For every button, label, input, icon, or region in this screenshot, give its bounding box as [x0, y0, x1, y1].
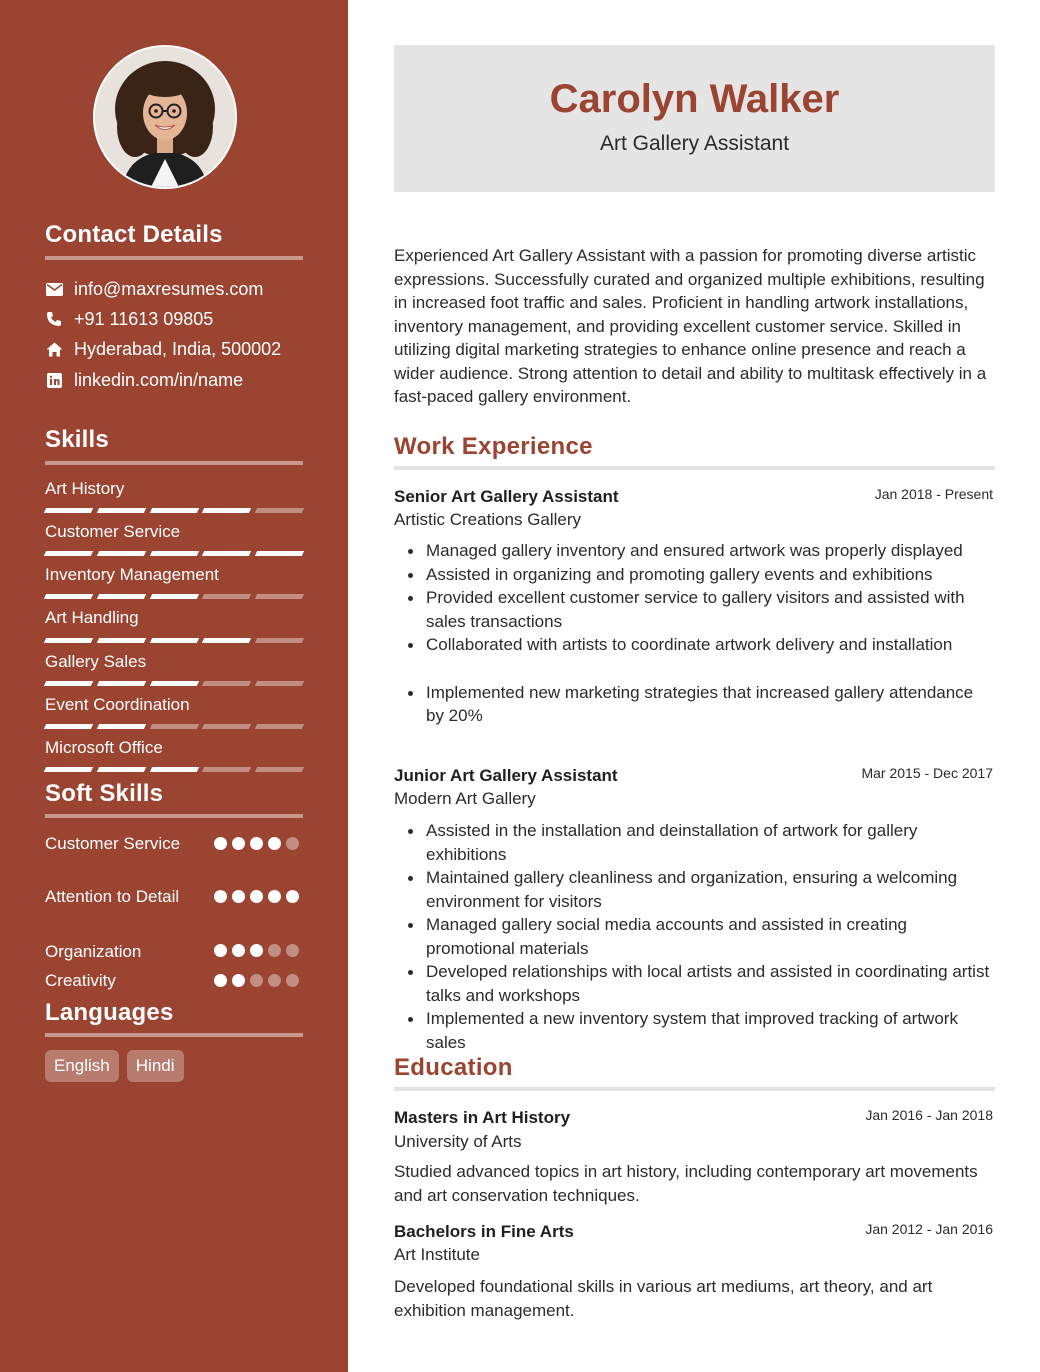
rating-segment — [286, 974, 299, 987]
language-list — [45, 1050, 184, 1082]
rating-segment — [44, 767, 93, 772]
job-company: Artistic Creations Gallery — [394, 510, 582, 529]
contact-phone-text: +91 11613 09805 — [74, 308, 214, 329]
skill-label: Art Handling — [45, 608, 139, 627]
skill-label: Art History — [45, 479, 125, 498]
skill-meter — [45, 508, 303, 513]
divider — [45, 256, 303, 260]
rating-segment — [250, 944, 263, 957]
rating-segment — [202, 767, 251, 772]
soft-skill-rating — [214, 837, 299, 850]
person-portrait-icon — [95, 47, 235, 187]
rating-segment — [268, 837, 281, 850]
education-dates: Jan 2012 - Jan 2016 — [865, 1221, 993, 1237]
skill-meter — [45, 767, 303, 772]
languages-heading: Languages — [45, 999, 174, 1026]
rating-segment — [214, 890, 227, 903]
skills-heading: Skills — [45, 426, 109, 453]
rating-segment — [255, 508, 304, 513]
rating-segment — [268, 974, 281, 987]
skill-label: Inventory Management — [45, 565, 219, 584]
soft-skills-heading: Soft Skills — [45, 780, 164, 807]
divider — [45, 461, 303, 465]
rating-segment — [149, 767, 198, 772]
skill-label: Microsoft Office — [45, 738, 163, 757]
rating-segment — [149, 594, 198, 599]
rating-segment — [232, 974, 245, 987]
work-experience-heading: Work Experience — [394, 433, 593, 460]
rating-segment — [149, 681, 198, 686]
contact-email-text: info@maxresumes.com — [74, 278, 264, 299]
rating-segment — [149, 551, 198, 556]
rating-segment — [255, 551, 304, 556]
rating-segment — [214, 974, 227, 987]
home-icon — [45, 340, 63, 358]
skill-label: Event Coordination — [45, 695, 190, 714]
list-item: Collaborated with artists to coordinate artwork delivery and installation — [394, 633, 995, 657]
contact-email[interactable] — [45, 277, 263, 301]
rating-segment — [255, 681, 304, 686]
rating-segment — [255, 638, 304, 643]
rating-segment — [44, 508, 93, 513]
education-description: Studied advanced topics in art history, including contemporary art movements and art conservation techniques. — [394, 1162, 978, 1205]
skill-label: Customer Service — [45, 522, 181, 541]
job-title: Senior Art Gallery Assistant — [394, 487, 619, 506]
candidate-role: Art Gallery Assistant — [599, 132, 790, 155]
language-tag: English — [45, 1050, 119, 1082]
soft-skill-label: Customer Service — [45, 834, 181, 853]
school-name: University of Arts — [394, 1132, 522, 1151]
rating-segment — [149, 638, 198, 643]
school-name: Art Institute — [394, 1245, 480, 1264]
skill-meter — [45, 551, 303, 556]
linkedin-icon — [45, 371, 63, 389]
rating-segment — [44, 681, 93, 686]
education-dates: Jan 2016 - Jan 2018 — [865, 1107, 993, 1123]
rating-segment — [255, 724, 304, 729]
rating-segment — [214, 837, 227, 850]
soft-skill-label: Creativity — [45, 971, 116, 990]
contact-linkedin[interactable] — [45, 368, 243, 392]
divider — [394, 1087, 995, 1091]
rating-segment — [97, 724, 146, 729]
rating-segment — [97, 551, 146, 556]
job-bullets — [394, 539, 995, 728]
envelope-icon — [45, 280, 63, 298]
rating-segment — [286, 837, 299, 850]
rating-segment — [202, 508, 251, 513]
rating-segment — [232, 944, 245, 957]
candidate-name: Carolyn Walker — [549, 77, 840, 121]
divider — [394, 466, 995, 470]
list-item: Maintained gallery cleanliness and organization, ensuring a welcoming environment for visitors — [394, 866, 995, 913]
rating-segment — [250, 837, 263, 850]
rating-segment — [202, 681, 251, 686]
skill-meter — [45, 724, 303, 729]
soft-skill-label: Organization — [45, 942, 142, 961]
divider — [45, 1033, 303, 1037]
list-item: Provided excellent customer service to gallery visitors and assisted with sales transactions — [394, 586, 995, 633]
rating-segment — [232, 837, 245, 850]
soft-skill-rating — [214, 944, 299, 957]
skill-meter — [45, 681, 303, 686]
rating-segment — [255, 767, 304, 772]
skill-meter — [45, 594, 303, 599]
list-item: Developed relationships with local artists and assisted in coordinating artist talks and workshops — [394, 960, 995, 1007]
rating-segment — [44, 638, 93, 643]
skill-meter — [45, 638, 303, 643]
soft-skill-rating — [214, 890, 299, 903]
rating-segment — [97, 681, 146, 686]
rating-segment — [268, 944, 281, 957]
rating-segment — [286, 890, 299, 903]
rating-segment — [250, 974, 263, 987]
job-dates: Mar 2015 - Dec 2017 — [861, 765, 993, 781]
rating-segment — [97, 508, 146, 513]
rating-segment — [268, 890, 281, 903]
list-item: Assisted in the installation and deinstallation of artwork for gallery exhibitions — [394, 819, 995, 866]
rating-segment — [44, 724, 93, 729]
job-title: Junior Art Gallery Assistant — [394, 766, 618, 785]
name-header — [394, 45, 995, 192]
rating-segment — [97, 594, 146, 599]
rating-segment — [97, 638, 146, 643]
rating-segment — [286, 944, 299, 957]
rating-segment — [202, 724, 251, 729]
rating-segment — [44, 594, 93, 599]
contact-linkedin-text: linkedin.com/in/name — [74, 369, 244, 390]
job-bullets — [394, 819, 995, 1054]
rating-segment — [255, 594, 304, 599]
education-description: Developed foundational skills in various art mediums, art theory, and art exhibition management. — [394, 1277, 933, 1320]
degree-title: Masters in Art History — [394, 1108, 571, 1127]
job-company: Modern Art Gallery — [394, 789, 536, 808]
contact-details-heading: Contact Details — [45, 221, 223, 248]
list-item: Assisted in organizing and promoting gallery events and exhibitions — [394, 563, 995, 587]
rating-segment — [202, 594, 251, 599]
soft-skill-label: Attention to Detail — [45, 887, 180, 906]
job-dates: Jan 2018 - Present — [874, 486, 993, 502]
divider — [45, 814, 303, 818]
language-tag: Hindi — [127, 1050, 184, 1082]
skill-label: Gallery Sales — [45, 652, 147, 671]
list-item: Implemented a new inventory system that improved tracking of artwork sales — [394, 1007, 995, 1054]
degree-title: Bachelors in Fine Arts — [394, 1222, 574, 1241]
contact-address-text: Hyderabad, India, 500002 — [74, 338, 282, 359]
rating-segment — [97, 767, 146, 772]
rating-segment — [149, 724, 198, 729]
rating-segment — [250, 890, 263, 903]
list-item: Managed gallery social media accounts and assisted in creating promotional materials — [394, 913, 995, 960]
contact-phone[interactable] — [45, 307, 213, 331]
phone-icon — [45, 310, 63, 328]
profile-photo — [93, 45, 237, 189]
rating-segment — [202, 551, 251, 556]
rating-segment — [149, 508, 198, 513]
soft-skill-rating — [214, 974, 299, 987]
summary-text: Experienced Art Gallery Assistant with a passion for promoting diverse artistic expressions. Successfully curated and organized multiple exhibitions, resulting in increased foot traffic and sales. Proficient in handling artwork installations, inventory management, and providing excellent customer service. Skilled in utilizing digital marketing strategies to enhance online presence and reach a wider audience. Strong attention to detail and ability to multitask effectively in a fast-paced gallery environment. — [394, 246, 987, 406]
rating-segment — [232, 890, 245, 903]
list-item: Implemented new marketing strategies that increased gallery attendance by 20% — [394, 681, 995, 728]
rating-segment — [214, 944, 227, 957]
list-item: Managed gallery inventory and ensured artwork was properly displayed — [394, 539, 995, 563]
sidebar — [0, 0, 348, 1372]
rating-segment — [202, 638, 251, 643]
education-heading: Education — [394, 1054, 513, 1081]
rating-segment — [44, 551, 93, 556]
contact-address — [45, 337, 281, 361]
